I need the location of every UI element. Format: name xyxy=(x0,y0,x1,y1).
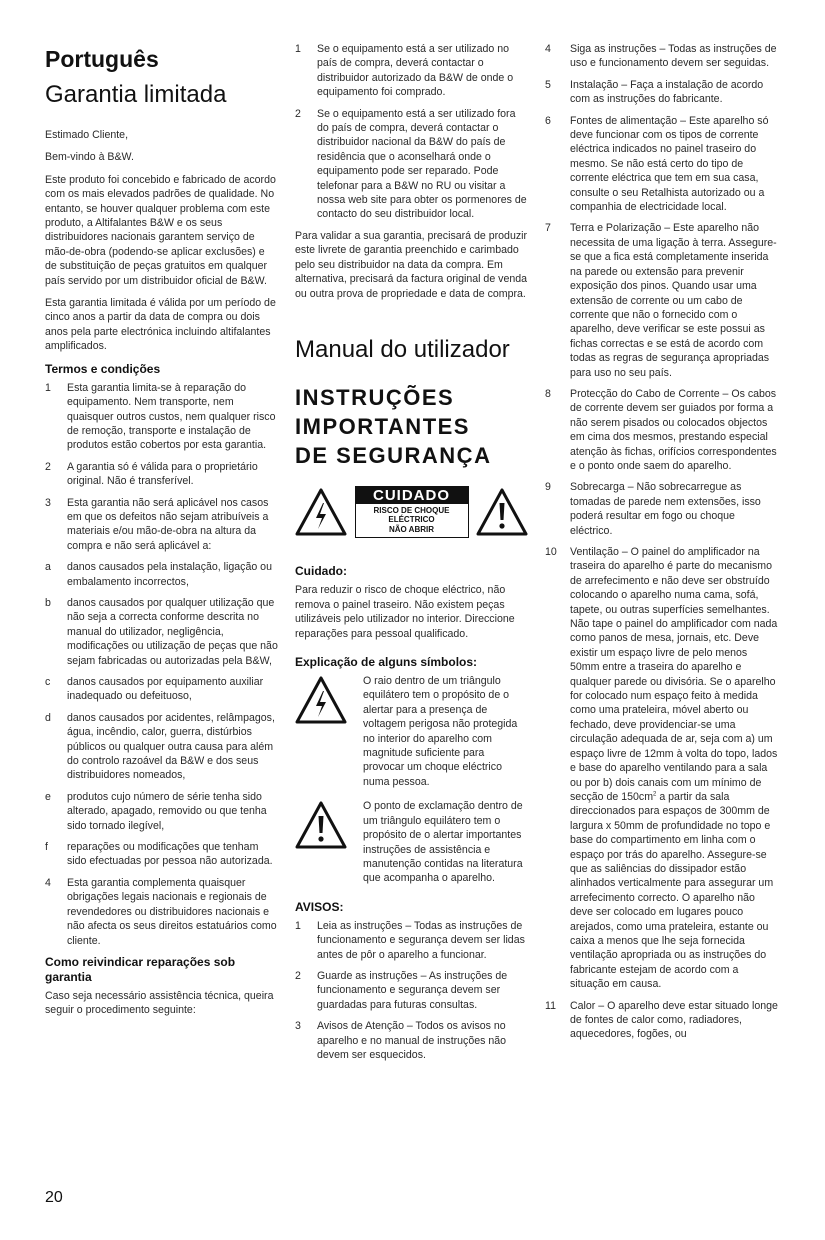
term-number: a xyxy=(45,561,51,574)
claim-number: 2 xyxy=(295,107,301,120)
aviso-number: 7 xyxy=(545,222,551,235)
term-item xyxy=(45,460,278,489)
caution-label xyxy=(295,486,528,539)
salutation: Estimado Cliente, xyxy=(45,129,129,141)
caution-subtitle-line: NÃO ABRIR xyxy=(388,524,435,534)
term-item xyxy=(45,840,278,869)
welcome-text: Bem-vindo à B&W. xyxy=(45,151,134,164)
caution-box xyxy=(355,486,469,539)
term-number: 3 xyxy=(45,496,51,509)
claim-item xyxy=(295,42,528,100)
term-item xyxy=(45,675,278,704)
term-number: e xyxy=(45,790,51,803)
avisos-heading: AVISOS: xyxy=(295,899,344,914)
term-text: danos causados por acidentes, relâmpagos, água, incêndio, calor, guerra, distúrbios públicos ou qualquer outra causa para além do controlo razoável da B&W e dos seus distribuidores nomeados, xyxy=(67,711,275,782)
aviso-number: 6 xyxy=(545,114,551,127)
aviso-item xyxy=(295,919,528,962)
claim-item-text: Se o equipamento está a ser utilizado fora do país de compra, deverá contactar o distribuidor nacional da B&W do país de residência que o aconselhará onde o equipamento pode ser reparado. Pode telefonar para a B&W no RU ou visitar a nossa web site para obter os pormenores de contacto do seu distribuidor local. xyxy=(317,107,527,221)
aviso-number: 11 xyxy=(545,999,556,1012)
safety-line: IMPORTANTES xyxy=(295,413,470,439)
caution-title: CUIDADO xyxy=(356,487,468,504)
terms-list xyxy=(45,381,278,948)
symbols-heading: Explicação de alguns símbolos: xyxy=(295,655,478,670)
manual-title: Manual do utilizador xyxy=(295,335,510,363)
term-number: 1 xyxy=(45,381,51,394)
term-number: f xyxy=(45,841,48,854)
aviso-number: 2 xyxy=(295,969,301,982)
ventilation-text-part: Ventilação – O painel do amplificador na traseira do aparelho é parte do mecanismo de arrefecimento e não deve ser obstruído colocando o aparelho numa cama, sofá, tapete, ou outras superfícies semelhantes. Não tape o painel do amplificador com nada como panos de mesa, jornais, etc. Deve existir um espaço livre de pelo menos 50mm entre a traseira do aparelho e qualquer parede ou divisória. Se o aparelho for colocado num espaço feito à medida como uma prateleira, móvel aberto ou fechado, deve providenciar-se uma circulação adequada de ar, seja com a) um espaço livre de 12mm à volta do topo, lados e base do aparelho ventilando para a sala ou por b) dois canais com um mínimo de secção de 150cm xyxy=(570,546,778,803)
symbol-text: O ponto de exclamação dentro de um triângulo equilátero tem o propósito de o alertar importantes instruções de assistência e manutenção contidas na literatura que acompanha o aparelho. xyxy=(363,800,523,885)
term-text: danos causados por equipamento auxiliar inadequado ou defeituoso, xyxy=(67,676,264,703)
safety-line: DE SEGURANÇA xyxy=(295,442,492,468)
column-1 xyxy=(45,42,278,1026)
aviso-item xyxy=(545,221,778,379)
aviso-text: Siga as instruções – Todas as instruções de uso e funcionamento devem ser seguidas. xyxy=(570,43,777,70)
aviso-item xyxy=(295,1019,528,1062)
aviso-item xyxy=(545,114,778,215)
term-number: 2 xyxy=(45,460,51,473)
symbol-text: O raio dentro de um triângulo equilátero tem o propósito de o alertar para a presença de voltagem perigosa não protegida no interior do aparelho com magnitude suficiente para provocar um choque eléctrico numa pessoa. xyxy=(363,675,518,788)
warranty-title: Garantia limitada xyxy=(45,81,227,108)
term-text: A garantia só é válida para o proprietário original. Não é transferível. xyxy=(67,460,258,488)
page-number: 20 xyxy=(45,1189,63,1206)
language-heading: Português xyxy=(45,46,159,72)
term-item xyxy=(45,596,278,668)
term-number: b xyxy=(45,596,51,609)
aviso-text: Avisos de Atenção – Todos os avisos no aparelho e no manual de instruções não devem ser esquecidos. xyxy=(317,1020,507,1061)
symbol-icon-wrap xyxy=(295,799,363,885)
term-item xyxy=(45,711,278,783)
aviso-item xyxy=(545,999,778,1042)
aviso-number: 1 xyxy=(295,919,301,932)
term-item xyxy=(45,790,278,833)
term-text: Esta garantia complementa quaisquer obrigações legais nacionais e regionais de revendedores ou distribuidores nacionais e não afecta os seus direitos estatuários como cliente. xyxy=(67,876,277,947)
cuidado-heading: Cuidado: xyxy=(295,564,347,579)
term-number: c xyxy=(45,676,51,688)
aviso-text xyxy=(570,545,778,992)
claim-number: 1 xyxy=(295,43,301,55)
ventilation-text-part: a partir da sala direccionados para espaços de 300mm de largura x 50mm de profundidade no topo e base do compartimento em linha com o espaço por trás do aparelho. Assegure-se que as saliências do dissipador estão alinhados verticalmente para assegurar um arrefecimento correcto. O aparelho não deve ser colocado em lugares pouco arejados, como uma prateleira, estante ou caixa a menos que lhe seja fornecida ventilação apropriada ou as instruções do fabricante estejam de acordo com a situação em causa. xyxy=(570,790,774,991)
aviso-item xyxy=(545,387,778,473)
term-text: danos causados pela instalação, ligação ou embalamento incorrectos, xyxy=(67,561,272,588)
term-text: danos causados por qualquer utilização que não seja a correcta conforme descrita no manual do utilizador, negligência, modificações ou utilização de peças que não sejam fabricadas ou autorizadas pela B&W, xyxy=(67,596,278,667)
aviso-item xyxy=(295,969,528,1012)
term-text: reparações ou modificações que tenham sido efectuadas por pessoa não autorizada. xyxy=(67,841,273,868)
claim-heading: Como reivindicar reparações sob garantia xyxy=(45,954,236,984)
term-text: produtos cujo número de série tenha sido alterado, apagado, removido ou que tenha sido tornado ilegível, xyxy=(67,790,267,832)
caution-subtitle-line: RISCO DE CHOQUE ELÉCTRICO xyxy=(373,505,450,525)
term-item xyxy=(45,496,278,554)
exclamation-triangle-icon xyxy=(295,801,347,849)
aviso-text: Calor – O aparelho deve estar situado longe de fontes de calor como, radiadores, aquecedores, fogões, ou xyxy=(570,999,778,1041)
term-text: Esta garantia limita-se à reparação do equipamento. Nem transporte, nem quaisquer outros custos, nem qualquer risco de remoção, transporte e instalação de produtos estão cobertos por esta garantia. xyxy=(67,381,276,452)
aviso-number: 10 xyxy=(545,546,557,558)
safety-instructions-heading xyxy=(295,383,528,470)
aviso-text: Fontes de alimentação – Este aparelho só deve funcionar com os tipos de corrente eléctrica indicados no painel traseiro do mesmo. Se não está certo do tipo de corrente eléctrica que tem em sua casa, consulte o seu Retalhista autorizado ou a companhia de electricidade local. xyxy=(570,114,769,214)
cuidado-text: Para reduzir o risco de choque eléctrico, não remova o painel traseiro. Não existem peças utilizáveis pelo utilizador no interior. Direccione reparações para pessoal qualificado. xyxy=(295,584,515,640)
caution-subtitle xyxy=(356,504,468,538)
safety-line: INSTRUÇÕES xyxy=(295,384,455,410)
lightning-warning-icon xyxy=(295,488,347,536)
claim-item-text: Se o equipamento está a ser utilizado no país de compra, deverá contactar o distribuidor autorizado da B&W de onde o equipamento foi comprado. xyxy=(317,43,514,99)
term-number: d xyxy=(45,711,51,724)
exclamation-warning-icon xyxy=(476,488,528,536)
aviso-text: Guarde as instruções – As instruções de funcionamento e segurança devem ser guardadas para futuras consultas. xyxy=(317,969,508,1011)
claim-item xyxy=(295,107,528,222)
term-item xyxy=(45,876,278,948)
terms-heading: Termos e condições xyxy=(45,361,161,376)
aviso-item xyxy=(545,480,778,538)
superscript: 2 xyxy=(653,791,657,798)
aviso-text: Leia as instruções – Todas as instruções de funcionamento e segurança devem ser lidas antes de pôr o aparelho a funcionar. xyxy=(317,919,525,961)
claim-text: Caso seja necessário assistência técnica, queira seguir o procedimento seguinte: xyxy=(45,989,274,1017)
validate-paragraph: Para validar a sua garantia, precisará de produzir este livrete de garantia preenchido e carimbado pelo seu distribuidor na data da compra. Em alternativa, precisará da factura original de venda ou outra prova de propriedade e data de compra. xyxy=(295,229,528,300)
aviso-number: 9 xyxy=(545,481,551,494)
column-3 xyxy=(545,42,778,1049)
term-item xyxy=(45,560,278,589)
aviso-text: Instalação – Faça a instalação de acordo com as instruções do fabricante. xyxy=(570,78,764,106)
symbol-icon-wrap xyxy=(295,674,363,789)
aviso-number: 3 xyxy=(295,1020,301,1033)
aviso-item xyxy=(545,42,778,71)
symbol-explanation xyxy=(295,674,528,789)
column-2 xyxy=(295,42,528,1069)
lightning-triangle-icon xyxy=(295,676,347,724)
symbol-explanation xyxy=(295,799,528,885)
term-text: Esta garantia não será aplicável nos casos em que os defeitos não sejam atribuíveis a materiais e/ou mão-de-obra na altura da compra e não será aplicável a: xyxy=(67,496,269,552)
aviso-item xyxy=(545,78,778,107)
aviso-number: 5 xyxy=(545,78,551,91)
validity-paragraph: Esta garantia limitada é válida por um período de cinco anos a partir da data de compra ou dois anos pela parte electrónica incluindo altifalantes amplificados. xyxy=(45,297,276,353)
intro-paragraph: Este produto foi concebido e fabricado de acordo com os mais elevados padrões de qualidade. No entanto, se houver qualquer problema com este produto, a Altifalantes B&W e os seus distribuidores nacionais garantem serviço de mão-de-obra (podendo-se aplicar exclusões) e de substituição de peças gratuitos em qualquer país servido por um distribuidor oficial de B&W. xyxy=(45,173,276,287)
aviso-text: Protecção do Cabo de Corrente – Os cabos de corrente devem ser guiados por forma a não serem pisados ou colocados objectos em cima dos mesmos, prestando especial atenção às fichas, orifícios correspondentes e o ponto onde saem do aparelho. xyxy=(570,387,777,472)
aviso-item-ventilation xyxy=(545,545,778,992)
aviso-text: Terra e Polarização – Este aparelho não necessita de uma ligação à terra. Assegure-se que a fica está completamente inserida na parede ou extensão para prevenir exposição dos pinos. Quando usar uma extensão de corrente ou um cabo de corrente que não o fornecido com o aparelho, deve verificar se este possui as fichas correctas e se está de acordo com todas as regras de segurança apropriadas para uso no seu país. xyxy=(570,222,777,379)
term-item xyxy=(45,381,278,453)
aviso-text: Sobrecarga – Não sobrecarregue as tomadas de parede nem extensões, isso poderá resultar em fogo ou choque eléctrico. xyxy=(570,481,761,537)
aviso-number: 4 xyxy=(545,43,551,55)
term-number: 4 xyxy=(45,876,51,889)
aviso-number: 8 xyxy=(545,387,551,400)
